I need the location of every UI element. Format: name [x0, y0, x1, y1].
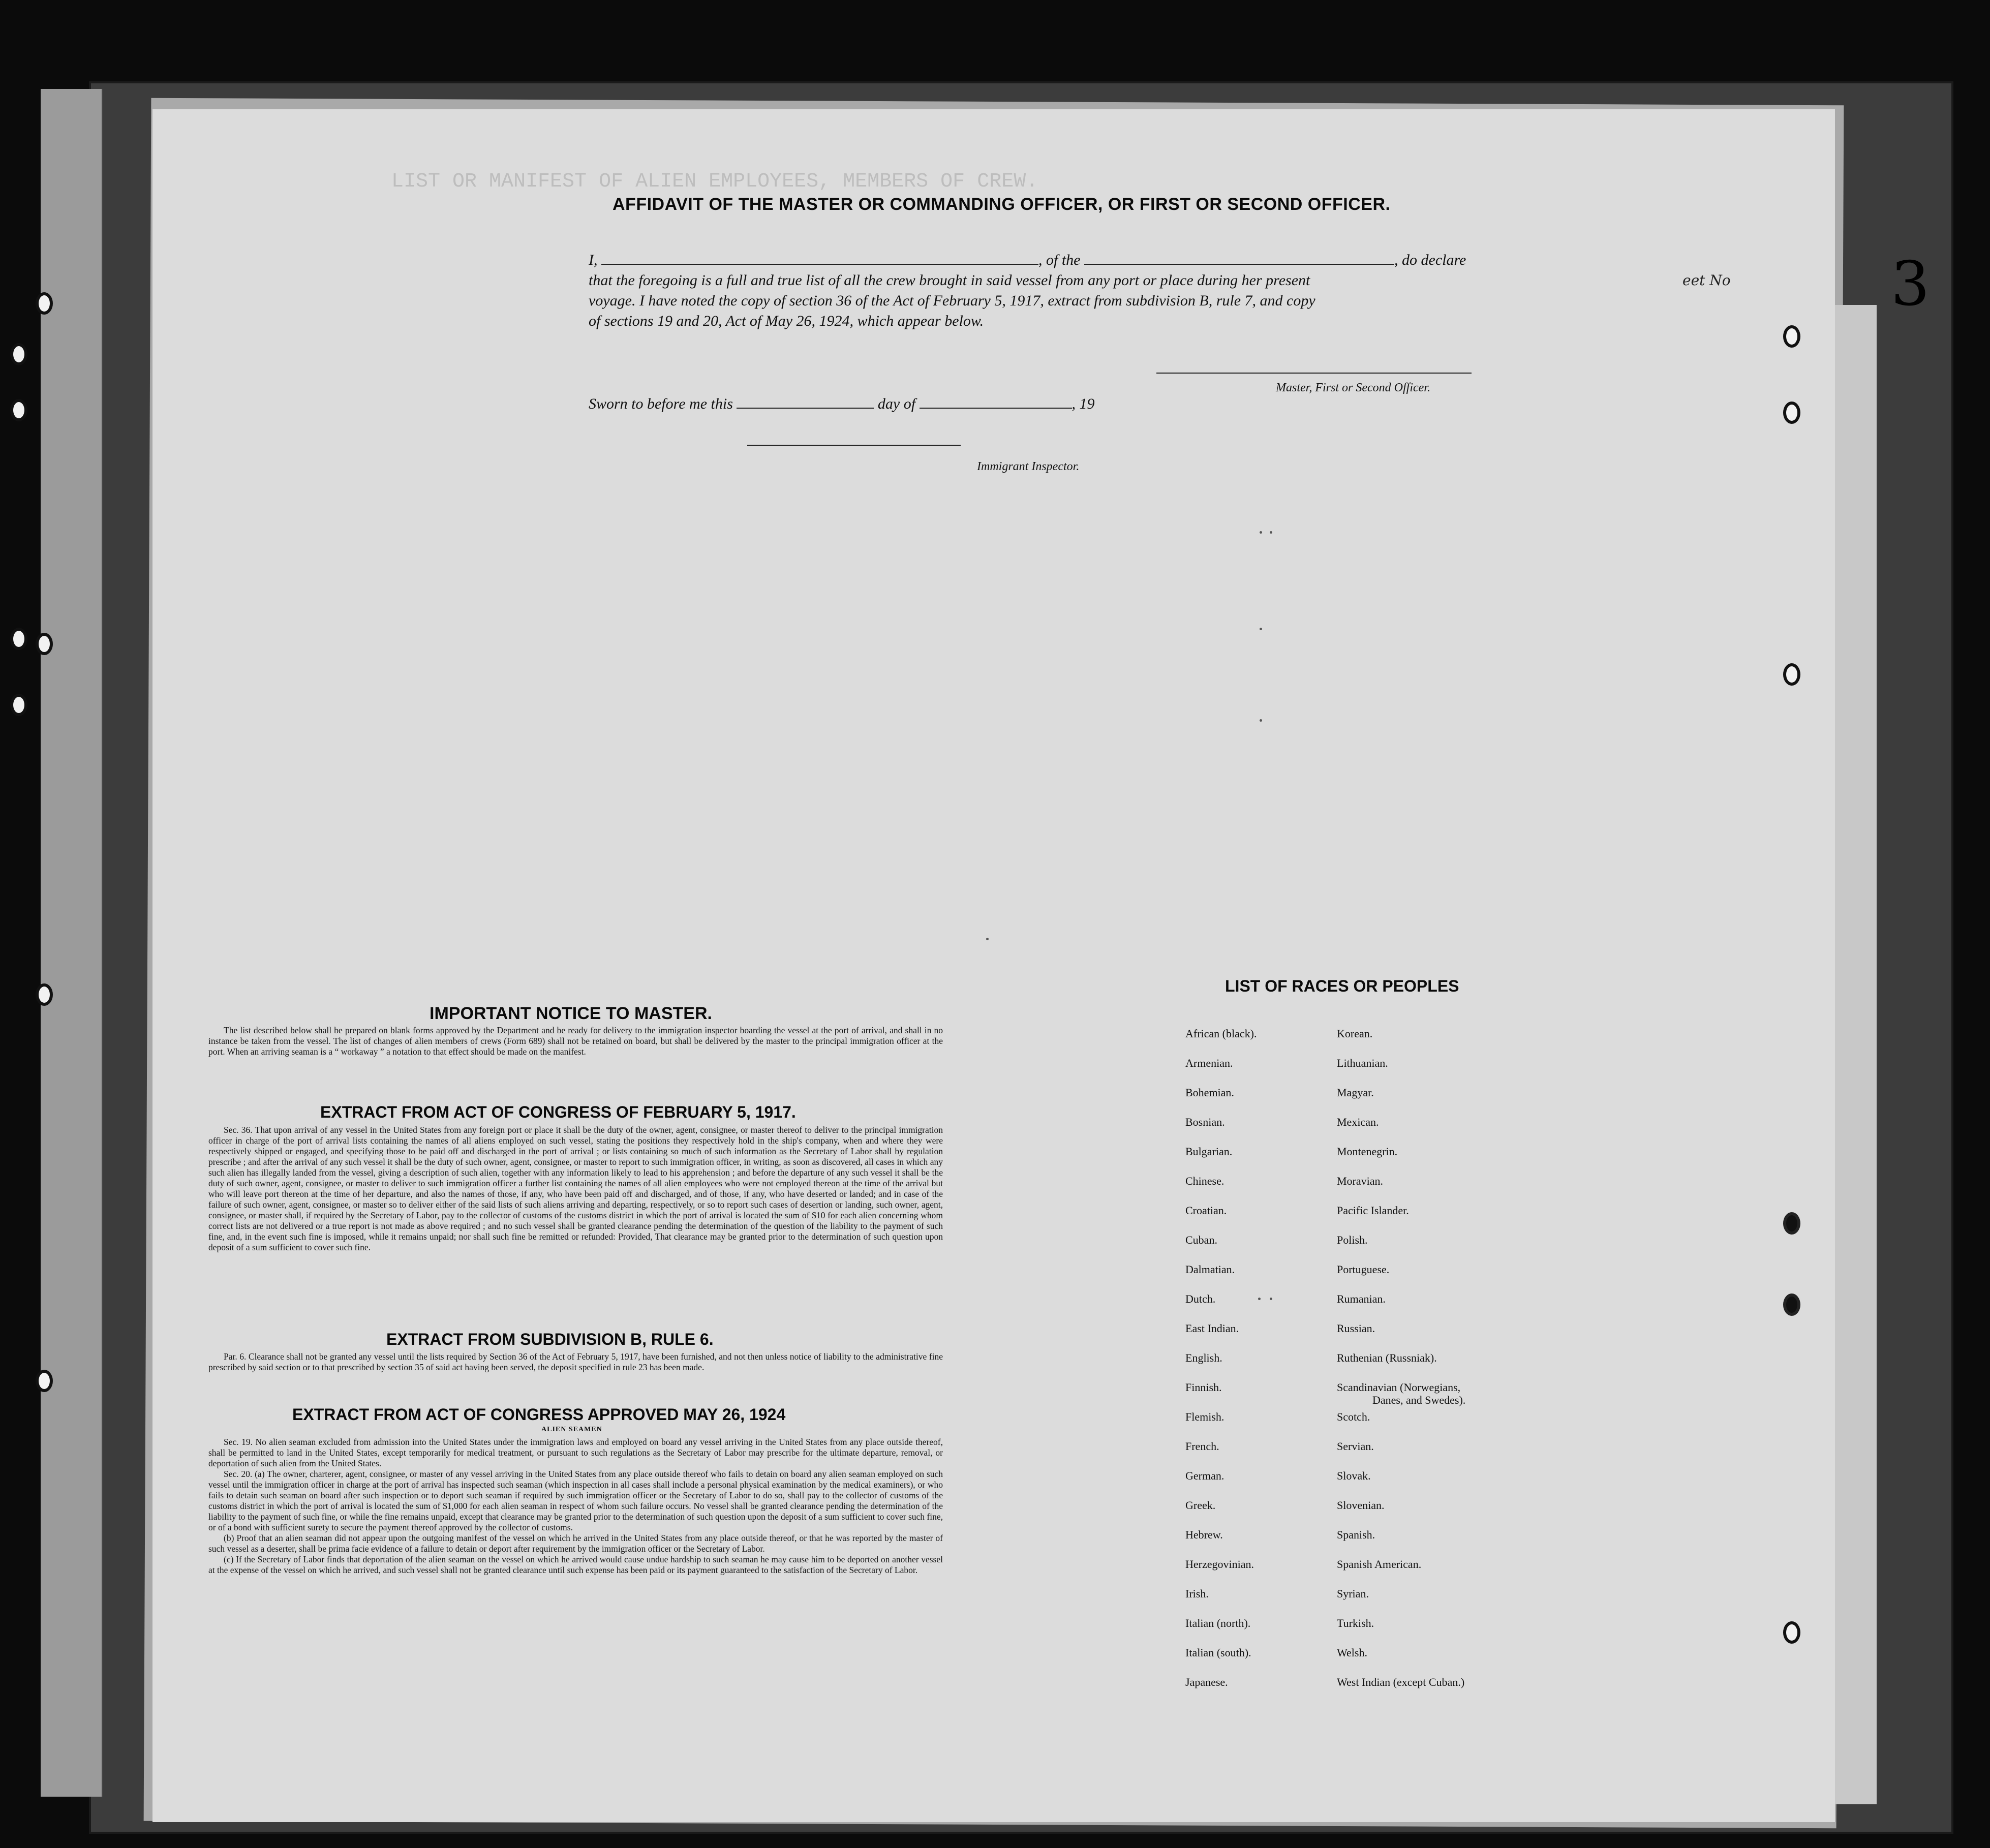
- alien-seamen-subtitle: ALIEN SEAMEN: [541, 1426, 602, 1433]
- race-entry: Scandinavian (Norwegians,: [1337, 1381, 1461, 1394]
- race-entry: Dutch.: [1185, 1292, 1216, 1305]
- race-entry: Scotch.: [1337, 1410, 1370, 1423]
- affidavit-line-2: that the foregoing is a full and true list of all the crew brought in said vessel from any port or place during her present: [589, 272, 1310, 289]
- race-entry: Mexican.: [1337, 1116, 1379, 1128]
- punch-hole: [10, 628, 27, 650]
- year-label: , 19: [1071, 395, 1095, 412]
- day-of-label: day of: [877, 395, 916, 412]
- sec20c-paragraph: (c) If the Secretary of Labor finds that deportation of the alien seaman on the vessel on which he arrived would cause undue hardship to such seaman he may cause him to be deported on another vessel at the expense of the vessel on which he arrived, and such vessel shall not be granted clearance until such expense has been paid or its payment guaranteed to the satisfaction of the Secretary of Labor.: [208, 1554, 943, 1575]
- race-entry: Polish.: [1337, 1234, 1368, 1246]
- extract-1924-title: EXTRACT FROM ACT OF CONGRESS APPROVED MAY 26, 1924: [292, 1405, 786, 1424]
- binding-ring: [36, 983, 53, 1006]
- stray-dot: [1260, 531, 1262, 534]
- stray-dot: [1270, 1298, 1272, 1300]
- affidavit-page: [152, 109, 1930, 1822]
- race-entry: West Indian (except Cuban.): [1337, 1676, 1465, 1688]
- race-entry: Spanish.: [1337, 1528, 1375, 1541]
- punch-hole: [10, 343, 27, 365]
- race-entry: Lithuanian.: [1337, 1057, 1388, 1069]
- race-entry: Korean.: [1337, 1027, 1373, 1040]
- race-entry: Turkish.: [1337, 1617, 1374, 1629]
- race-entry: Rumanian.: [1337, 1292, 1386, 1305]
- bleed-through-text: LIST OR MANIFEST OF ALIEN EMPLOYEES, MEMBERS OF CREW.: [391, 170, 1038, 193]
- affidavit-title: AFFIDAVIT OF THE MASTER OR COMMANDING OFFICER, OR FIRST OR SECOND OFFICER.: [613, 195, 1391, 214]
- punch-hole: [1783, 1293, 1800, 1316]
- inspector-caption: Immigrant Inspector.: [977, 460, 1080, 473]
- race-entry: Ruthenian (Russniak).: [1337, 1351, 1437, 1364]
- punch-hole: [1783, 402, 1800, 424]
- race-entry: Dalmatian.: [1185, 1263, 1235, 1276]
- sheet-number: 3: [1891, 249, 1930, 320]
- punch-hole: [10, 399, 27, 421]
- rule6-title: EXTRACT FROM SUBDIVISION B, RULE 6.: [386, 1330, 714, 1348]
- stray-dot: [986, 938, 989, 940]
- extract-1917-title: EXTRACT FROM ACT OF CONGRESS OF FEBRUARY 5, 1917.: [320, 1103, 796, 1121]
- race-entry: Chinese.: [1185, 1175, 1224, 1187]
- race-entry: Bulgarian.: [1185, 1145, 1233, 1158]
- stray-dot: [1258, 1298, 1261, 1300]
- vessel-blank[interactable]: [1084, 264, 1394, 265]
- inspector-signature-line[interactable]: [747, 445, 961, 446]
- binding-ring: [36, 292, 53, 315]
- sworn-label: Sworn to before me this: [589, 395, 733, 412]
- extract-1917-text: [208, 1125, 943, 1253]
- race-entry: Bosnian.: [1185, 1116, 1225, 1128]
- race-entry: Flemish.: [1185, 1410, 1224, 1423]
- race-entry: English.: [1185, 1351, 1222, 1364]
- race-entry: Irish.: [1185, 1587, 1209, 1600]
- race-entry: Slovenian.: [1337, 1499, 1385, 1512]
- race-entry: Danes, and Swedes).: [1372, 1394, 1466, 1406]
- race-entry: Finnish.: [1185, 1381, 1222, 1394]
- race-entry: Italian (north).: [1185, 1617, 1251, 1629]
- affidavit-line-1: [589, 252, 1466, 269]
- stray-dot: [1270, 531, 1272, 534]
- race-entry: Servian.: [1337, 1440, 1374, 1453]
- race-entry: French.: [1185, 1440, 1219, 1453]
- race-entry: Armenian.: [1185, 1057, 1233, 1069]
- race-entry: Pacific Islander.: [1337, 1204, 1409, 1217]
- race-entry: Spanish American.: [1337, 1558, 1422, 1570]
- i-label: I,: [589, 252, 598, 268]
- punch-hole: [1783, 1212, 1800, 1235]
- punch-hole: [1783, 325, 1800, 348]
- sec20a-paragraph: Sec. 20. (a) The owner, charterer, agent, consignee, or master of any vessel arriving in the United States from any place outside thereof who fails to detain on board any alien seaman employed on such vessel until the immigration officer in charge at the port of arrival has inspected such seaman (which inspection in all cases shall include a personal physical examination by the medical examiners), or who fails to detain such seaman on board after such inspection or to deport such seaman if required by such immigration officer or the Secretary of Labor to do so, shall pay to the collector of customs of the customs district in which the port of arrival is located the sum of $1,000 for each alien seaman in respect of whom such failure occurs. No vessel shall be granted clearance pending the determination of the liability to the payment of such fine, or while the fine remains unpaid, except that clearance may be granted prior to the determination of such question upon the deposit of a sum sufficient to cover such fine, or of a bond with sufficient surety to secure the payment thereof approved by the collector of customs.: [208, 1469, 943, 1532]
- races-title: LIST OF RACES OR PEOPLES: [1225, 977, 1459, 995]
- race-entry: Greek.: [1185, 1499, 1216, 1512]
- sec19-paragraph: Sec. 19. No alien seaman excluded from admission into the United States under the immigration laws and employed on board any vessel arriving in the United States from any place outside thereof, shall be permitted to land in the United States, except temporarily for medical treatment, or pursuant to such regulations as the Secretary of Labor may prescribe for the ultimate departure, removal, or deportation of such alien from the United States.: [208, 1437, 943, 1468]
- race-entry: Montenegrin.: [1337, 1145, 1398, 1158]
- race-entry: Welsh.: [1337, 1646, 1367, 1659]
- sheet-number-label: eet No: [1682, 272, 1731, 289]
- race-entry: Herzegovinian.: [1185, 1558, 1254, 1570]
- race-entry: Cuban.: [1185, 1234, 1217, 1246]
- race-entry: Croatian.: [1185, 1204, 1227, 1217]
- race-entry: African (black).: [1185, 1027, 1257, 1040]
- race-entry: East Indian.: [1185, 1322, 1239, 1335]
- race-entry: Slovak.: [1337, 1469, 1371, 1482]
- binding-ring: [36, 1370, 53, 1392]
- sworn-line: [589, 395, 1095, 413]
- race-entry: Syrian.: [1337, 1587, 1369, 1600]
- notice-title: IMPORTANT NOTICE TO MASTER.: [430, 1004, 712, 1023]
- race-entry: Portuguese.: [1337, 1263, 1390, 1276]
- race-entry: Moravian.: [1337, 1175, 1384, 1187]
- do-declare-label: , do declare: [1394, 252, 1466, 268]
- stray-dot: [1260, 719, 1262, 722]
- race-entry: Japanese.: [1185, 1676, 1228, 1688]
- of-the-label: , of the: [1038, 252, 1081, 268]
- punch-hole: [1783, 663, 1800, 686]
- sworn-month-blank[interactable]: [920, 408, 1072, 409]
- race-entry: Hebrew.: [1185, 1528, 1223, 1541]
- affidavit-line-4: of sections 19 and 20, Act of May 26, 1924, which appear below.: [589, 313, 984, 329]
- extract-1924-text: [208, 1437, 943, 1576]
- punch-hole: [10, 694, 27, 716]
- race-entry: Magyar.: [1337, 1086, 1374, 1099]
- binding-ring: [36, 633, 53, 655]
- sec20b-paragraph: (b) Proof that an alien seaman did not appear upon the outgoing manifest of the vessel on which he arrived in the United States from any place outside thereof, or that he was reported by the master of such vessel as a deserter, shall be prima facie evidence of a failure to detain or deport after requirement by the immigration officer or the Secretary of Labor.: [208, 1533, 943, 1554]
- punch-hole: [1783, 1621, 1800, 1644]
- master-caption: Master, First or Second Officer.: [1276, 381, 1430, 394]
- notice-text: [208, 1025, 943, 1057]
- race-entry: German.: [1185, 1469, 1224, 1482]
- rule6-paragraph: Par. 6. Clearance shall not be granted any vessel until the lists required by Section 36 of the Act of February 5, 1917, have been furnished, and not then unless notice of liability to the administrative fine prescribed by said section or to that prescribed by section 35 of said act having been served, the deposit specified in rule 23 has been made.: [208, 1351, 943, 1372]
- extract-1917-paragraph: Sec. 36. That upon arrival of any vessel in the United States from any foreign port or place it shall be the duty of the owner, agent, consignee, or master thereof to deliver to the principal immigration officer in charge of the port of arrival lists containing the names of all aliens employed on such vessel, stating the positions they respectively hold in the ship's company, when and where they were respectively shipped or engaged, and specifying those to be paid off and discharged in the port of arrival ; or lists containing so much of such information as the Secretary of Labor shall by regulation prescribe ; and after the arrival of any such vessel it shall be the duty of such owner, agent, consignee, or master to report to such immigration officer, in writing, as soon as discovered, all cases in which any such alien has illegally landed from the vessel, giving a description of such alien, together with any information likely to lead to his apprehension ; and before the departure of any such vessel it shall be the duty of such owner, agent, consignee, or master to deliver to such immigration officer a further list containing the names of all alien employees who were not employed thereon at the time of the arrival but who will leave port thereon at the time of her departure, and also the names of those, if any, who have been paid off and discharged, and of those, if any, who have deserted or landed; and in case of the failure of such owner, agent, consignee, or master so to deliver either of the said lists of such aliens arriving and departing, respectively, or so to report such cases of desertion or landing, such owner, agent, consignee, or master shall, if required by the Secretary of Labor, pay to the collector of customs of the customs district in which the port of arrival is located the sum of $10 for each alien concerning whom correct lists are not delivered or a true report is not made as above required ; and no such vessel shall be granted clearance pending the determination of the question of the liability to the payment of such fine, and, in the event such fine is imposed, while it remains unpaid; nor shall such fine be remitted or refunded: Provided, That clearance may be granted prior to the determination of such question upon deposit of a sum sufficient to cover such fine.: [208, 1125, 943, 1252]
- race-entry: Russian.: [1337, 1322, 1375, 1335]
- race-entry: Italian (south).: [1185, 1646, 1251, 1659]
- binding-strip: [41, 89, 103, 1797]
- stray-dot: [1260, 628, 1262, 630]
- notice-paragraph: The list described below shall be prepared on blank forms approved by the Department and be ready for delivery to the immigration inspector boarding the vessel at the port of arrival, and shall in no instance be taken from the vessel. The list of changes of alien members of crews (Form 689) shall not be retained on board, but shall be delivered by the master to the principal immigration officer at the port. When an arriving seaman is a “ workaway ” a notation to that effect should be made on the manifest.: [208, 1025, 943, 1057]
- affidavit-line-3: voyage. I have noted the copy of section 36 of the Act of February 5, 1917, extract from subdivision B, rule 7, and copy: [589, 292, 1315, 309]
- name-blank[interactable]: [601, 264, 1038, 265]
- race-entry: Bohemian.: [1185, 1086, 1234, 1099]
- master-signature-line[interactable]: [1156, 373, 1472, 374]
- rule6-text: [208, 1351, 943, 1373]
- sworn-day-blank[interactable]: [737, 408, 874, 409]
